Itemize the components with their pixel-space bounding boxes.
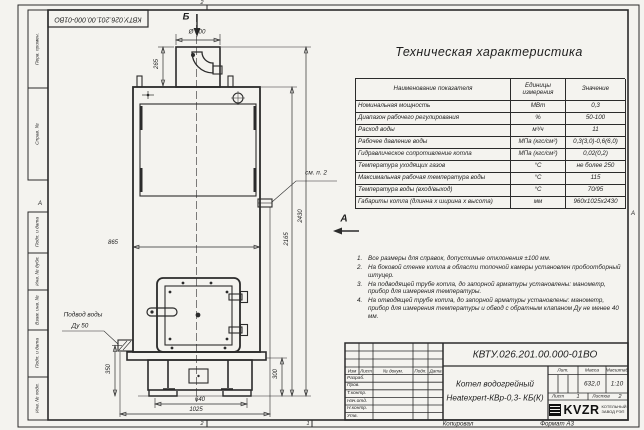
spec-row-value: 0,02(0,2) — [566, 149, 626, 161]
mass-value: 632,0 — [584, 380, 600, 387]
col-doc: № докум. — [382, 368, 404, 374]
spec-row-unit: °С — [511, 161, 566, 173]
spec-row-name: Номинальная мощность — [356, 101, 511, 113]
spec-col-value: Значение — [566, 79, 626, 101]
spec-row-value: 50-100 — [566, 113, 626, 125]
margin-label-sprav-no: Справ. № — [35, 123, 41, 145]
spec-row-unit: МВт — [511, 101, 566, 113]
see-note-callout: см. п. 2 — [305, 169, 327, 176]
dim-865: 865 — [107, 240, 119, 246]
sheet-number: 1 — [576, 393, 580, 400]
spec-row-name: Гидравлическое сопротивление котла — [356, 149, 511, 161]
spec-row-unit: мм — [511, 197, 566, 209]
water-inlet-label-1: Подвод воды — [63, 311, 103, 318]
spec-row-name: Температура уходящих газов — [356, 161, 511, 173]
spec-row-value: 960х1025х2430 — [566, 197, 626, 209]
spec-row-value: 11 — [566, 125, 626, 137]
boiler-front-view — [62, 11, 337, 402]
dim-265: 265 — [153, 58, 160, 70]
spec-row-unit: °С — [511, 185, 566, 197]
mass-label: Масса — [584, 368, 600, 373]
note-number: 3. — [357, 280, 363, 288]
zone-letter-right: А — [630, 211, 636, 217]
zone-number-top: 2 — [200, 0, 204, 6]
note-text: Все размеры для справок, допустимые отклонения ±100 мм. — [368, 255, 551, 262]
spec-col-name: Наименование показателя — [356, 79, 511, 101]
note-number: 4. — [357, 297, 363, 305]
spec-row-value: 70/95 — [566, 185, 626, 197]
margin-label-inv-dubl: Инв. № дубл. — [35, 256, 41, 286]
logo-subtext-2: ЗАВОД РЭП — [601, 409, 625, 414]
logo-subtext-1: КОТЕЛЬНЫЙ — [601, 404, 627, 410]
dim-1025: 1025 — [189, 406, 203, 413]
view-a-label: А — [340, 213, 348, 224]
note-item — [357, 281, 623, 297]
spec-row-unit: м³/ч — [511, 125, 566, 137]
margin-label-inv-podl: Инв. № подл. — [35, 383, 41, 413]
role-prov: Пров. — [347, 383, 360, 389]
dim-2430: 2430 — [297, 209, 304, 223]
product-name-line1: Котел водогрейный — [456, 379, 534, 389]
spec-row-name: Температура воды (вход/выход) — [356, 185, 511, 197]
dim-300: 300 — [273, 368, 279, 380]
base — [148, 360, 252, 390]
spec-row-unit: МПа (кгс/см²) — [511, 149, 566, 161]
role-nachotd: Нач.отд. — [347, 398, 368, 404]
copied-label: Копировал — [442, 420, 474, 427]
left-leg — [149, 390, 177, 396]
note-number: 2. — [357, 263, 363, 271]
role-tkontr: Т.контр. — [347, 391, 367, 396]
scale-value: 1:10 — [610, 380, 624, 387]
format-label: Формат А3 — [540, 420, 574, 427]
role-razrab: Разраб. — [347, 375, 365, 381]
col-date: Дата — [429, 368, 442, 374]
spec-row-name: Диапазон рабочего регулирования — [356, 113, 511, 125]
logo-emblem-icon — [549, 404, 561, 416]
spec-row-name: Максимальная рабочая температура воды — [356, 173, 511, 185]
dim-2165: 2165 — [283, 232, 290, 246]
role-nkontr: Н.контр. — [347, 406, 368, 412]
section-b-label: Б — [182, 11, 190, 23]
leader-see-note — [272, 181, 337, 202]
note-item — [357, 264, 623, 280]
sheets-number: 2 — [618, 393, 622, 400]
lit-label: Лит. — [557, 368, 569, 373]
role-utv: Утв. — [347, 413, 358, 419]
note-text: На боковой стенке котла в области топочной камеры установлен пробоотборный штуцер. — [368, 263, 621, 279]
logo-text: KVZR — [563, 403, 600, 417]
spec-row-unit: °С — [511, 173, 566, 185]
spec-row-value: 115 — [566, 173, 626, 185]
flue-elbow — [192, 52, 213, 73]
scale-label: Масштаб — [605, 368, 629, 373]
doc-number: КВТУ.026.201.00.000-01ВО — [472, 349, 598, 360]
note-item — [357, 255, 623, 263]
leader-water-inlet — [62, 331, 118, 344]
spec-row-value: 0,3(3,0)-0,6(6,0) — [566, 137, 626, 149]
note-text: На отводящей трубе котла, до запорной арматуры установлены: манометр, прибор для измерения температуры и обвод с обратным клапаном Ду не менее 40 мм. — [368, 297, 619, 321]
margin-label-podp-data-2: Подп. и дата — [35, 337, 41, 369]
water-inlet-label-2: Ду 50 — [71, 322, 89, 329]
stamp-doc-number: КВТУ.026.201.00.000-01ВО — [54, 15, 142, 22]
upper-panel — [140, 104, 256, 196]
spec-row-value: не более 250 — [566, 161, 626, 173]
view-a-arrow — [333, 228, 359, 235]
dim-diameter-300: Ø 300 — [188, 28, 206, 35]
zone-number-bottom: 2 — [200, 420, 204, 427]
dim-640: 640 — [194, 396, 206, 403]
spec-col-unit: Единицы измерения — [511, 79, 566, 101]
spec-row-name: Габариты котла (длинна х ширина х высота) — [356, 197, 511, 209]
note-number: 1. — [357, 255, 363, 262]
zone-letter-left: А — [37, 201, 43, 207]
spec-row-name: Рабочее давление воды — [356, 137, 511, 149]
spec-table-title: Техническая характеристика — [395, 45, 583, 59]
zone-number-bottom-1: 1 — [306, 420, 310, 427]
spec-row-unit: % — [511, 113, 566, 125]
col-list: Лист — [360, 368, 372, 374]
spec-table — [355, 78, 625, 209]
margin-label-vzam-inv: Взам. инв. № — [35, 295, 41, 325]
sheet-label: Лист — [551, 394, 565, 399]
spec-row-unit: МПа (кгс/см²) — [511, 137, 566, 149]
notes-list — [357, 255, 623, 322]
col-sign: Подп. — [414, 368, 427, 374]
col-izm: Изм — [347, 368, 357, 374]
product-name-line2: Heatexpert-КВр-0,3- КБ(К) — [446, 393, 544, 403]
note-item — [357, 297, 623, 321]
margin-label-podp-data-1: Подп. и дата — [35, 216, 41, 248]
dim-350: 350 — [105, 363, 112, 375]
right-leg — [223, 390, 251, 396]
spec-row-value: 0,3 — [566, 101, 626, 113]
sheets-label: Листов — [592, 394, 610, 399]
spec-row-name: Расход воды — [356, 125, 511, 137]
note-text: На подводящей трубе котла, до запорной арматуры установлены: манометр, прибор для измерения температуры. — [368, 280, 606, 296]
manufacturer-logo — [549, 401, 627, 419]
margin-label-perv-primen: Перв. примен. — [35, 33, 41, 65]
